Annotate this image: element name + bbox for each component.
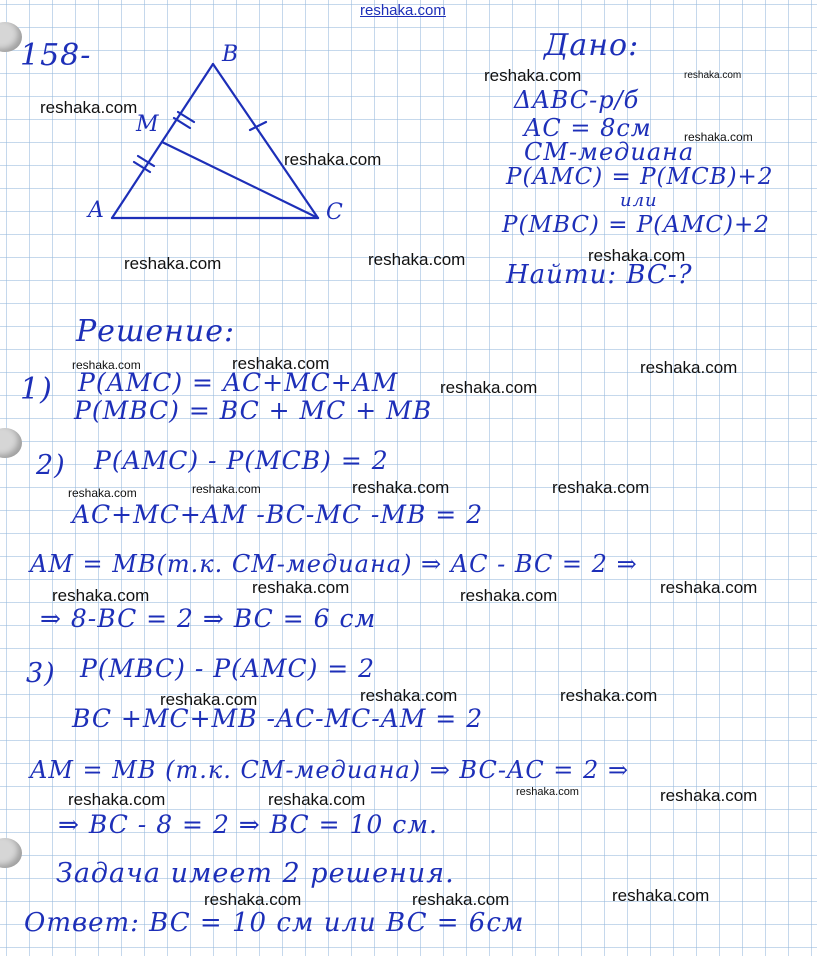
watermark: reshaka.com: [552, 478, 650, 497]
tick-mb-1: [174, 118, 190, 128]
watermark: reshaka.com: [560, 686, 658, 705]
solution-heading: Решение:: [76, 314, 236, 349]
problem-number: 158-: [20, 38, 92, 73]
watermark: reshaka.com: [612, 886, 710, 905]
given-line-ac: AC = 8см: [524, 114, 652, 142]
given-line-perimeter-2: P(MBC) = P(AMC)+2: [502, 212, 770, 238]
step3-line1: P(MBC) - P(AMC) = 2: [80, 654, 376, 683]
vertex-label-a: A: [88, 198, 105, 223]
site-header[interactable]: reshaka.com: [360, 2, 446, 19]
step2-line3: AM = MB(т.к. CM-медиана) ⇒ AC - BC = 2 ⇒: [30, 550, 638, 578]
conclusion: Задача имеет 2 решения.: [56, 858, 455, 889]
watermark: reshaka.com: [360, 686, 458, 705]
watermark: reshaka.com: [68, 790, 166, 809]
step1-line2: P(MBC) = BC + MC + MB: [74, 396, 433, 425]
watermark: reshaka.com: [124, 254, 222, 273]
step3-line4: ⇒ BC - 8 = 2 ⇒ BC = 10 см.: [58, 810, 438, 839]
watermark: reshaka.com: [268, 790, 366, 809]
vertex-label-b: B: [222, 42, 240, 67]
watermark: reshaka.com: [232, 354, 330, 373]
watermark: reshaka.com: [412, 890, 510, 909]
watermark: reshaka.com: [160, 690, 258, 709]
given-line-median: CM-медиана: [524, 138, 695, 166]
step3-line3: AM = MB (т.к. CM-медиана) ⇒ BC-AC = 2 ⇒: [30, 756, 630, 784]
step3-line2: BC +MC+MB -AC-MC-AM = 2: [72, 704, 484, 733]
step3-number: 3): [26, 658, 56, 689]
watermark: reshaka.com: [484, 66, 582, 85]
watermark: reshaka.com: [460, 586, 558, 605]
watermark: reshaka.com: [52, 586, 150, 605]
step2-line4: ⇒ 8-BC = 2 ⇒ BC = 6 см: [40, 604, 377, 633]
watermark: reshaka.com: [252, 578, 350, 597]
step1-number: 1): [20, 372, 53, 407]
step2-line2: AC+MC+AM -BC-MC -MB = 2: [72, 500, 484, 529]
answer: Ответ: BC = 10 см или BC = 6см: [24, 908, 525, 938]
watermark: reshaka.com: [368, 250, 466, 269]
find-line: Найти: BC-?: [506, 260, 693, 290]
watermark: reshaka.com: [660, 578, 758, 597]
step2-number: 2): [36, 450, 66, 481]
tick-mb-2: [178, 112, 194, 122]
watermark: reshaka.com: [588, 246, 686, 265]
watermark-small: reshaka.com: [684, 70, 742, 81]
vertex-label-c: C: [326, 200, 344, 225]
watermark: reshaka.com: [440, 378, 538, 397]
step2-line1: P(AMC) - P(MCB) = 2: [94, 446, 389, 475]
step1-line1: P(AMC) = AC+MC+AM: [78, 368, 399, 397]
watermark-small: reshaka.com: [516, 786, 579, 798]
side-ab: [112, 64, 213, 218]
given-heading: Дано:: [544, 28, 640, 63]
watermark: reshaka.com: [284, 150, 382, 169]
watermark: reshaka.com: [660, 786, 758, 805]
side-bc: [213, 64, 318, 218]
watermark-small: reshaka.com: [684, 130, 753, 144]
watermark: reshaka.com: [40, 98, 138, 117]
watermark-small: reshaka.com: [72, 358, 141, 372]
point-label-m: M: [136, 112, 160, 137]
watermark-small: reshaka.com: [68, 486, 137, 500]
watermark-small: reshaka.com: [192, 482, 261, 496]
watermark: reshaka.com: [352, 478, 450, 497]
given-line-perimeter-1: P(AMC) = P(MCB)+2: [506, 164, 774, 190]
watermark: reshaka.com: [640, 358, 738, 377]
given-line-or: или: [620, 190, 658, 211]
watermark: reshaka.com: [204, 890, 302, 909]
given-line-triangle: ΔABC-р/б: [514, 86, 640, 114]
